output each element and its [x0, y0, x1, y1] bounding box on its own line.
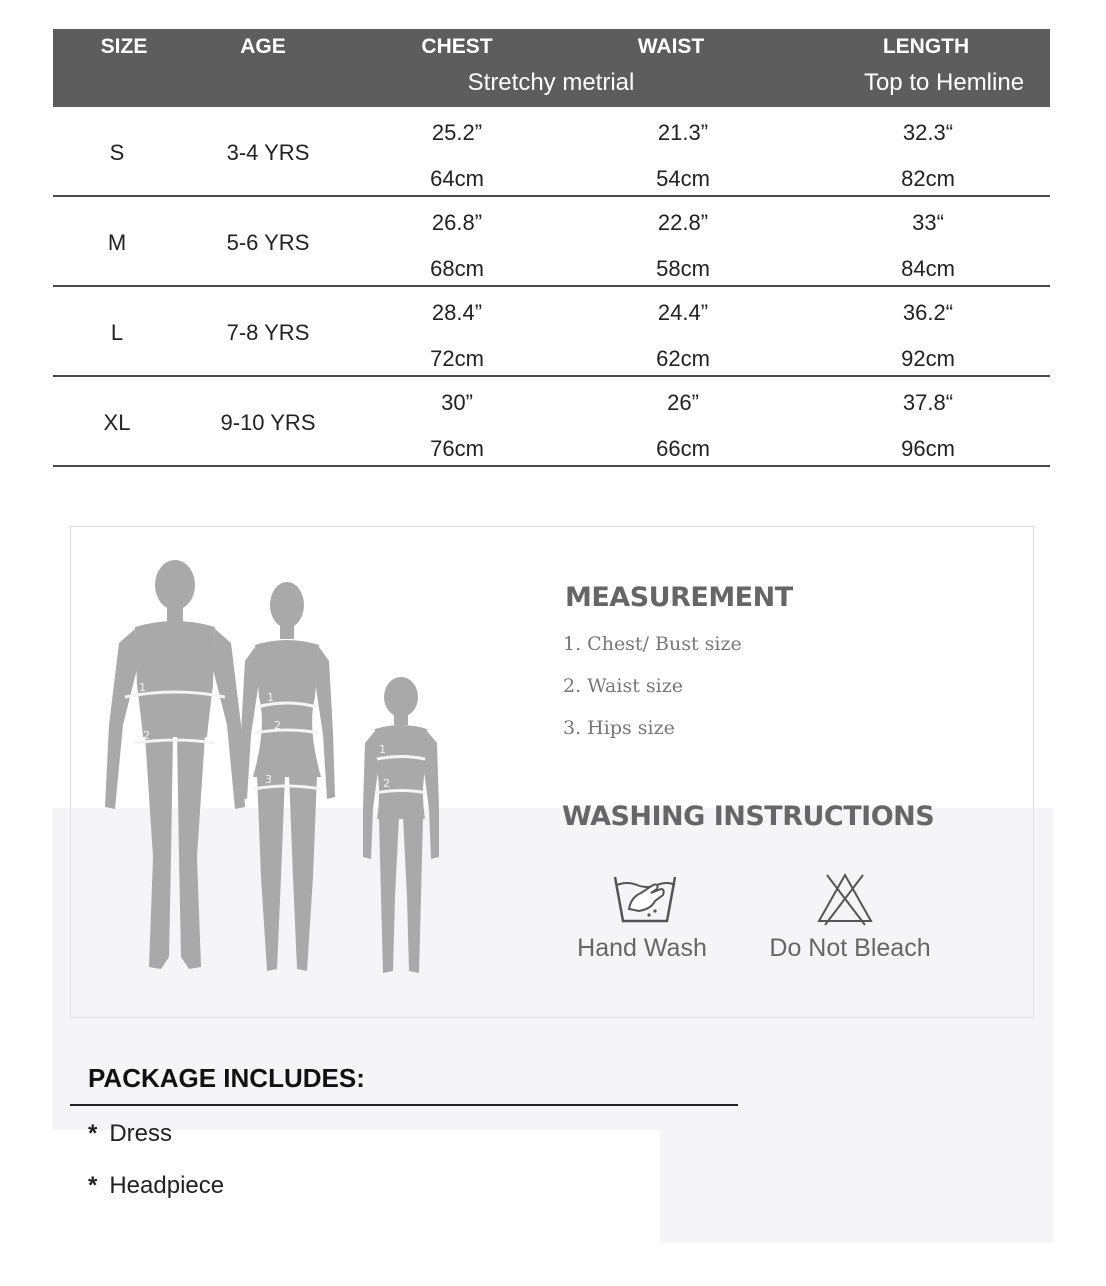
- man-waist-mark: 2: [143, 729, 150, 742]
- cell-length-in: 36.2“: [902, 300, 954, 325]
- measurement-item-waist: 2. Waist size: [563, 675, 683, 697]
- cell-length-in: 37.8“: [902, 390, 954, 415]
- table-row: [53, 197, 1050, 287]
- package-item-headpiece: Headpiece: [109, 1172, 225, 1199]
- do-not-bleach-icon: [815, 871, 875, 927]
- cell-chest-in: 30”: [441, 390, 473, 415]
- cell-age: 9-10 YRS: [220, 410, 316, 435]
- hand-wash-label: Hand Wash: [577, 934, 707, 962]
- cell-chest-in: 25.2”: [431, 120, 483, 145]
- measurement-item-chest: 1. Chest/ Bust size: [563, 633, 742, 655]
- cell-waist-in: 24.4”: [657, 300, 709, 325]
- package-title: PACKAGE INCLUDES:: [88, 1063, 365, 1093]
- man-chest-mark: 1: [139, 681, 146, 694]
- cell-size: XL: [103, 410, 131, 435]
- cell-age: 5-6 YRS: [226, 230, 310, 255]
- woman-chest-mark: 1: [267, 691, 274, 704]
- body-figures-illustration: [89, 557, 461, 982]
- header-length-note: Top to Hemline: [863, 69, 1025, 96]
- figure-child: [363, 677, 439, 973]
- cell-length-cm: 96cm: [901, 436, 955, 461]
- hand-wash-icon: [611, 871, 679, 927]
- figure-woman: [239, 582, 335, 971]
- size-chart-table: [53, 29, 1050, 467]
- measurement-item-hips: 3. Hips size: [563, 717, 675, 739]
- cell-waist-in: 26”: [667, 390, 699, 415]
- child-chest-mark: 1: [379, 743, 386, 756]
- cell-waist-cm: 54cm: [656, 166, 710, 191]
- cell-length-in: 32.3“: [902, 120, 954, 145]
- measurement-title: MEASUREMENT: [565, 582, 793, 613]
- info-card: [70, 526, 1034, 1018]
- cell-waist-cm: 62cm: [656, 346, 710, 371]
- cell-length-cm: 82cm: [901, 166, 955, 191]
- figure-man: [105, 560, 245, 969]
- cell-waist-in: 21.3”: [657, 120, 709, 145]
- cell-chest-cm: 72cm: [430, 346, 484, 371]
- list-item: [88, 1172, 224, 1200]
- cell-length-in: 33“: [912, 210, 944, 235]
- bullet: *: [88, 1172, 98, 1199]
- header-age: AGE: [240, 35, 286, 58]
- cell-chest-cm: 76cm: [430, 436, 484, 461]
- woman-waist-mark: 2: [274, 719, 281, 732]
- do-not-bleach-label: Do Not Bleach: [769, 934, 931, 962]
- cell-size: M: [107, 230, 127, 255]
- cell-size: L: [110, 320, 124, 345]
- list-item: [88, 1120, 172, 1148]
- bullet: *: [88, 1120, 98, 1147]
- cell-size: S: [109, 140, 125, 165]
- header-chest: CHEST: [421, 35, 493, 58]
- cell-chest-in: 28.4”: [431, 300, 483, 325]
- header-length: LENGTH: [882, 35, 970, 58]
- cell-waist-in: 22.8”: [657, 210, 709, 235]
- cell-waist-cm: 58cm: [656, 256, 710, 281]
- package-divider: [70, 1104, 738, 1106]
- package-item-dress: Dress: [109, 1120, 173, 1147]
- table-row: [53, 287, 1050, 377]
- cell-chest-cm: 68cm: [430, 256, 484, 281]
- cell-waist-cm: 66cm: [656, 436, 710, 461]
- cell-length-cm: 92cm: [901, 346, 955, 371]
- woman-hips-mark: 3: [265, 773, 272, 786]
- cell-age: 7-8 YRS: [226, 320, 310, 345]
- child-waist-mark: 2: [383, 777, 390, 790]
- cell-chest-in: 26.8”: [431, 210, 483, 235]
- cell-age: 3-4 YRS: [226, 140, 310, 165]
- cell-length-cm: 84cm: [901, 256, 955, 281]
- washing-title: WASHING INSTRUCTIONS: [562, 801, 935, 832]
- header-chest-note: Stretchy metrial: [467, 69, 635, 96]
- header-waist: WAIST: [637, 35, 705, 58]
- cell-chest-cm: 64cm: [430, 166, 484, 191]
- table-row: [53, 377, 1050, 467]
- table-row: [53, 107, 1050, 197]
- background-panel: [660, 1125, 1053, 1243]
- table-header: [53, 29, 1050, 107]
- header-size: SIZE: [100, 35, 148, 58]
